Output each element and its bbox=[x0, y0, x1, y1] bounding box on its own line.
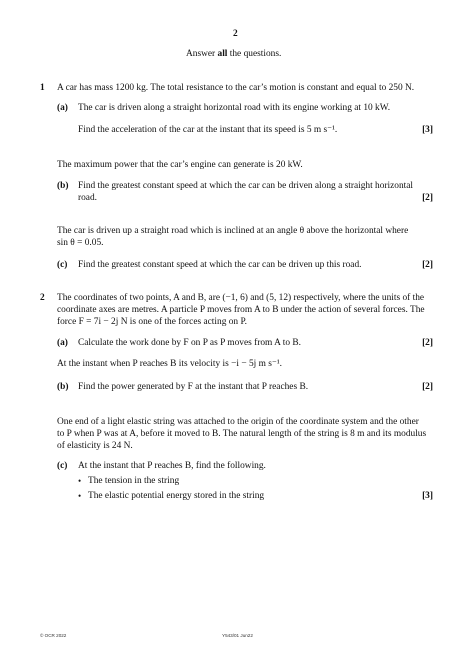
q1a-line2: Find the acceleration of the car at the instant that its speed is 5 m s⁻¹. bbox=[78, 125, 338, 135]
bullet-icon: • bbox=[78, 491, 82, 501]
q1-mid1: The maximum power that the car’s engine can generate is 20 kW. bbox=[57, 160, 303, 170]
q2-mid2-line2: to P when P was at A, before it moved to B. The natural length of the string is 8 m and its modulus bbox=[57, 429, 427, 439]
instruction-post: the questions. bbox=[227, 49, 282, 59]
q2-mid2-line3: of elasticity is 24 N. bbox=[57, 441, 133, 451]
instruction bbox=[186, 49, 281, 60]
footer-copyright: © OCR 2022 bbox=[40, 633, 67, 638]
q1-mid2-line1: The car is driven up a straight road which is inclined at an angle θ above the horizontal where bbox=[57, 226, 409, 236]
q2-mid1: At the instant when P reaches B its velocity is −i − 5j m s⁻¹. bbox=[57, 359, 282, 369]
q2b-marks: [2] bbox=[422, 382, 433, 392]
instruction-bold: all bbox=[217, 49, 228, 59]
instruction-pre: Answer bbox=[186, 49, 218, 59]
q2b-text: Find the power generated by F at the instant that P reaches B. bbox=[78, 382, 309, 392]
q1a-label: (a) bbox=[57, 103, 68, 113]
page-number: 2 bbox=[233, 29, 238, 39]
q1b-marks: [2] bbox=[422, 193, 433, 203]
q1c-label: (c) bbox=[57, 260, 68, 270]
q1-mid2-line2: sin θ = 0.05. bbox=[57, 238, 104, 248]
q2-intro-line1: The coordinates of two points, A and B, are (−1, 6) and (5, 12) respectively, where the units of the bbox=[57, 293, 425, 303]
q1-number: 1 bbox=[40, 83, 45, 93]
q1b-line1: Find the greatest constant speed at which the car can be driven along a straight horizontal bbox=[78, 181, 414, 191]
q2-intro-line3: force F = 7i − 2j N is one of the forces acting on P. bbox=[57, 317, 247, 327]
q2c-text: At the instant that P reaches B, find the following. bbox=[78, 461, 266, 471]
q1c-marks: [2] bbox=[422, 260, 433, 270]
q2c-marks: [3] bbox=[422, 491, 433, 501]
bullet-icon: • bbox=[78, 476, 82, 486]
q2-intro-line2: coordinate axes are metres. A particle P moves from A to B under the action of several forces. The bbox=[57, 305, 425, 315]
q2a-text: Calculate the work done by F on P as P moves from A to B. bbox=[78, 338, 301, 348]
q1b-line2: road. bbox=[78, 193, 98, 203]
q2c-bullet-2: The elastic potential energy stored in the string bbox=[88, 491, 265, 501]
q2a-marks: [2] bbox=[422, 338, 433, 348]
footer-paper-code: Y543/01 Jun22 bbox=[222, 633, 253, 638]
q2a-label: (a) bbox=[57, 338, 68, 348]
q2-mid2-line1: One end of a light elastic string was attached to the origin of the coordinate system and the other bbox=[57, 417, 419, 427]
q1b-label: (b) bbox=[57, 181, 69, 191]
q1c-text: Find the greatest constant speed at which the car can be driven up this road. bbox=[78, 260, 362, 270]
q1a-marks: [3] bbox=[422, 125, 433, 135]
q2c-bullet-1: The tension in the string bbox=[88, 476, 180, 486]
q1a-line1: The car is driven along a straight horizontal road with its engine working at 10 kW. bbox=[78, 103, 391, 113]
q2-number: 2 bbox=[40, 293, 45, 303]
q2c-label: (c) bbox=[57, 461, 68, 471]
q1-intro: A car has mass 1200 kg. The total resistance to the car’s motion is constant and equal to 250 N. bbox=[57, 83, 415, 93]
q2b-label: (b) bbox=[57, 382, 69, 392]
